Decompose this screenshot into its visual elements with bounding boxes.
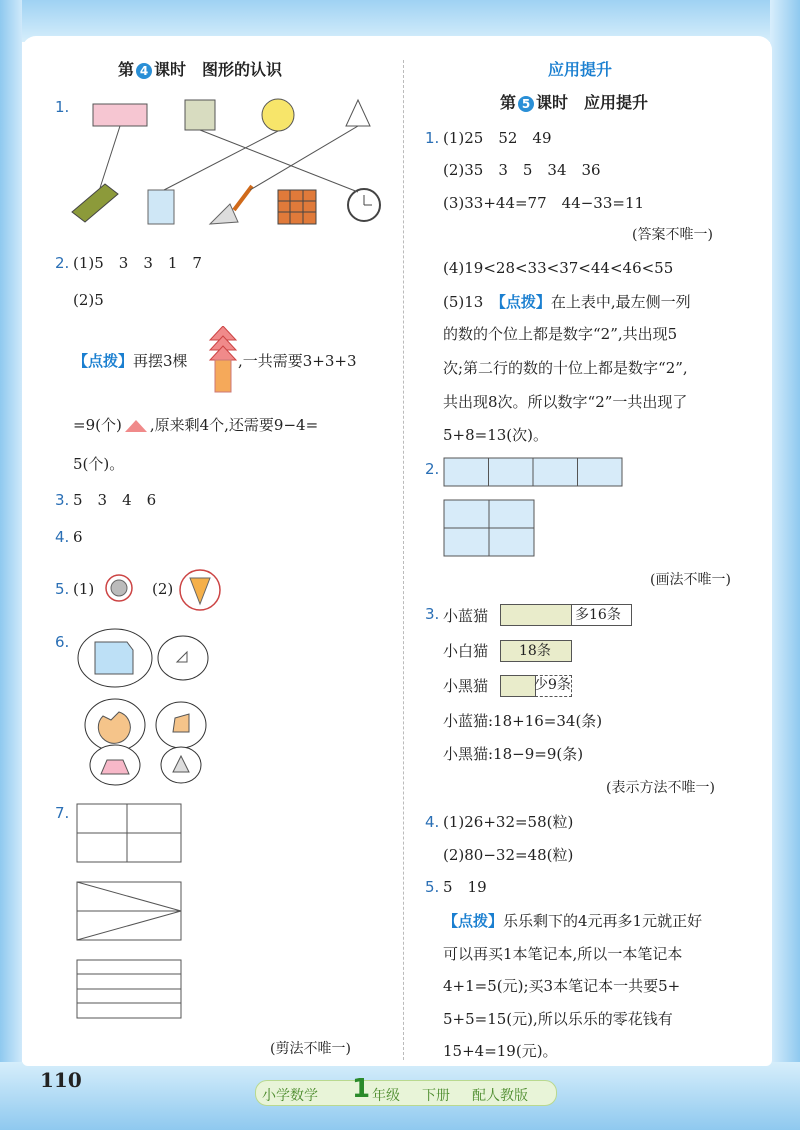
r-q5-tip-line4: 5+5=15(元),所以乐乐的零花钱有	[443, 1010, 673, 1028]
tip-text: 再摆3棵	[133, 352, 188, 370]
q6-label: 6.	[55, 633, 70, 651]
title-text: 课时 应用提升	[536, 93, 649, 112]
cat-blue-label: 小蓝猫	[443, 607, 489, 625]
match-line	[164, 131, 278, 190]
q5-cone-figure	[178, 568, 222, 612]
footer-subject: 小学数学	[262, 1088, 318, 1104]
r-q1-1: (1)25 52 49	[443, 129, 552, 147]
r-q1-2: (2)35 3 5 34 36	[443, 161, 601, 179]
lesson-number-badge: 5	[518, 96, 534, 112]
q1-matching-figure	[60, 92, 400, 232]
left-lesson-title	[118, 62, 282, 79]
q6-figure	[75, 628, 225, 788]
r-q1-5-line2: 的数的个位上都是数字“2”,共出现5	[443, 325, 678, 343]
tip-text: 乐乐剩下的4元再多1元就正好	[503, 912, 703, 930]
r-q1-4: (4)19<28<33<37<44<46<55	[443, 259, 674, 277]
q3-answer: 5 3 4 6	[73, 491, 157, 509]
q2-tip-line-3: 5(个)。	[73, 455, 125, 473]
r-q5-label: 5.	[425, 878, 440, 896]
answer-text: (5)13	[443, 293, 484, 311]
footer-term: 下册	[422, 1088, 450, 1104]
q2-answer-2: (2)5	[73, 291, 104, 309]
q1-label: 1.	[55, 98, 70, 116]
r-q2-label: 2.	[425, 460, 440, 478]
rubiks-cube-icon	[278, 190, 316, 224]
clock-icon	[348, 189, 380, 221]
q5-part-2: (2)	[152, 580, 174, 598]
r-q1-5-line1	[443, 295, 691, 310]
lesson-number-badge: 4	[136, 63, 152, 79]
q5-circle-figure	[104, 573, 134, 603]
tip-text: =9(个)	[73, 416, 122, 434]
r-q2-figure	[443, 456, 628, 561]
tip-label: 【点拨】	[498, 293, 551, 311]
stacked-triangles-figure	[206, 326, 240, 394]
bar-white	[500, 640, 572, 662]
q5-part-1: (1)	[73, 580, 95, 598]
r-q5-tip-line1	[443, 914, 702, 929]
eq-blue: 小蓝猫:18+16=34(条)	[443, 712, 603, 730]
q2-tip-line-1b: ,一共需要3+3+3	[238, 352, 357, 370]
match-line	[100, 126, 120, 188]
r-q5-tip-line5: 15+4=19(元)。	[443, 1042, 558, 1060]
r-q5-tip-line3: 4+1=5(元);买3本笔记本一共要5+	[443, 977, 681, 995]
rectangle-shape	[93, 104, 147, 126]
q4-answer: 6	[73, 528, 83, 546]
q2-label: 2.	[55, 254, 70, 272]
tip-label: 【点拨】	[443, 912, 504, 930]
q2-answer-1: (1)5 3 3 1 7	[73, 254, 202, 272]
title-prefix: 第	[118, 60, 135, 79]
r-q4-label: 4.	[425, 813, 440, 831]
right-lesson-title	[500, 95, 648, 112]
r-q5-answer: 5 19	[443, 878, 487, 896]
q5-label: 5.	[55, 580, 70, 598]
column-divider	[403, 60, 404, 1060]
section-header: 应用提升	[548, 60, 613, 79]
trowel-icon	[210, 186, 252, 224]
eq-black: 小黑猫:18−9=9(条)	[443, 745, 584, 763]
r-q1-5-line5: 5+8=13(次)。	[443, 426, 549, 444]
footer-edition: 配人教版	[472, 1088, 528, 1104]
bar-blue	[500, 604, 632, 626]
bar-less-label: 少9条	[534, 677, 571, 693]
r-q4-2: (2)80−32=48(粒)	[443, 846, 574, 864]
footer-grade: 年级	[372, 1088, 400, 1104]
q2-tip-line-2	[73, 418, 318, 433]
cat-white-label: 小白猫	[443, 642, 489, 660]
small-triangle-icon	[125, 420, 147, 432]
r-q3-note: (表示方法不唯一)	[606, 780, 715, 796]
page-frame-left	[0, 0, 22, 1130]
r-q1-5-line3: 次;第二行的数的十位上都是数字“2”,	[443, 359, 688, 377]
circle-shape	[262, 99, 294, 131]
tip-text: ,原来剩4个,还需要9−4=	[149, 416, 319, 434]
q7-label: 7.	[55, 804, 70, 822]
match-line	[200, 130, 358, 192]
bar-more-label: 多16条	[575, 607, 621, 623]
tip-text: 在上表中,最左侧一列	[550, 293, 691, 311]
footer-grade-number: 1	[352, 1074, 371, 1104]
page-frame-right	[770, 0, 800, 1130]
r-q1-3: (3)33+44=77 44−33=11	[443, 194, 645, 212]
title-text: 课时 图形的认识	[154, 60, 283, 79]
title-prefix: 第	[500, 93, 517, 112]
r-q1-label: 1.	[425, 129, 440, 147]
tip-label: 【点拨】	[73, 352, 134, 370]
r-q5-tip-line2: 可以再买1本笔记本,所以一本笔记本	[443, 945, 683, 963]
match-line	[250, 126, 358, 190]
bar-base	[501, 605, 572, 625]
bar-white-label: 18条	[519, 643, 551, 659]
r-q4-1: (1)26+32=58(粒)	[443, 813, 574, 831]
chewing-gum-icon	[72, 184, 118, 222]
r-q1-note: (答案不唯一)	[632, 227, 713, 243]
r-q2-note: (画法不唯一)	[650, 572, 731, 588]
cat-black-label: 小黑猫	[443, 677, 489, 695]
q4-label: 4.	[55, 528, 70, 546]
triangle-shape	[346, 100, 370, 126]
q7-note: (剪法不唯一)	[270, 1041, 351, 1057]
bar-fill	[500, 675, 536, 697]
square-shape	[185, 100, 215, 130]
q3-label: 3.	[55, 491, 70, 509]
glass-cup-icon	[148, 190, 174, 224]
page-number: 110	[40, 1068, 82, 1092]
r-q3-label: 3.	[425, 605, 440, 623]
q7-figure	[75, 800, 185, 1020]
r-q1-5-line4: 共出现8次。所以数字“2”一共出现了	[443, 393, 688, 411]
bar-black	[500, 675, 570, 695]
q2-tip-line-1	[73, 354, 188, 369]
